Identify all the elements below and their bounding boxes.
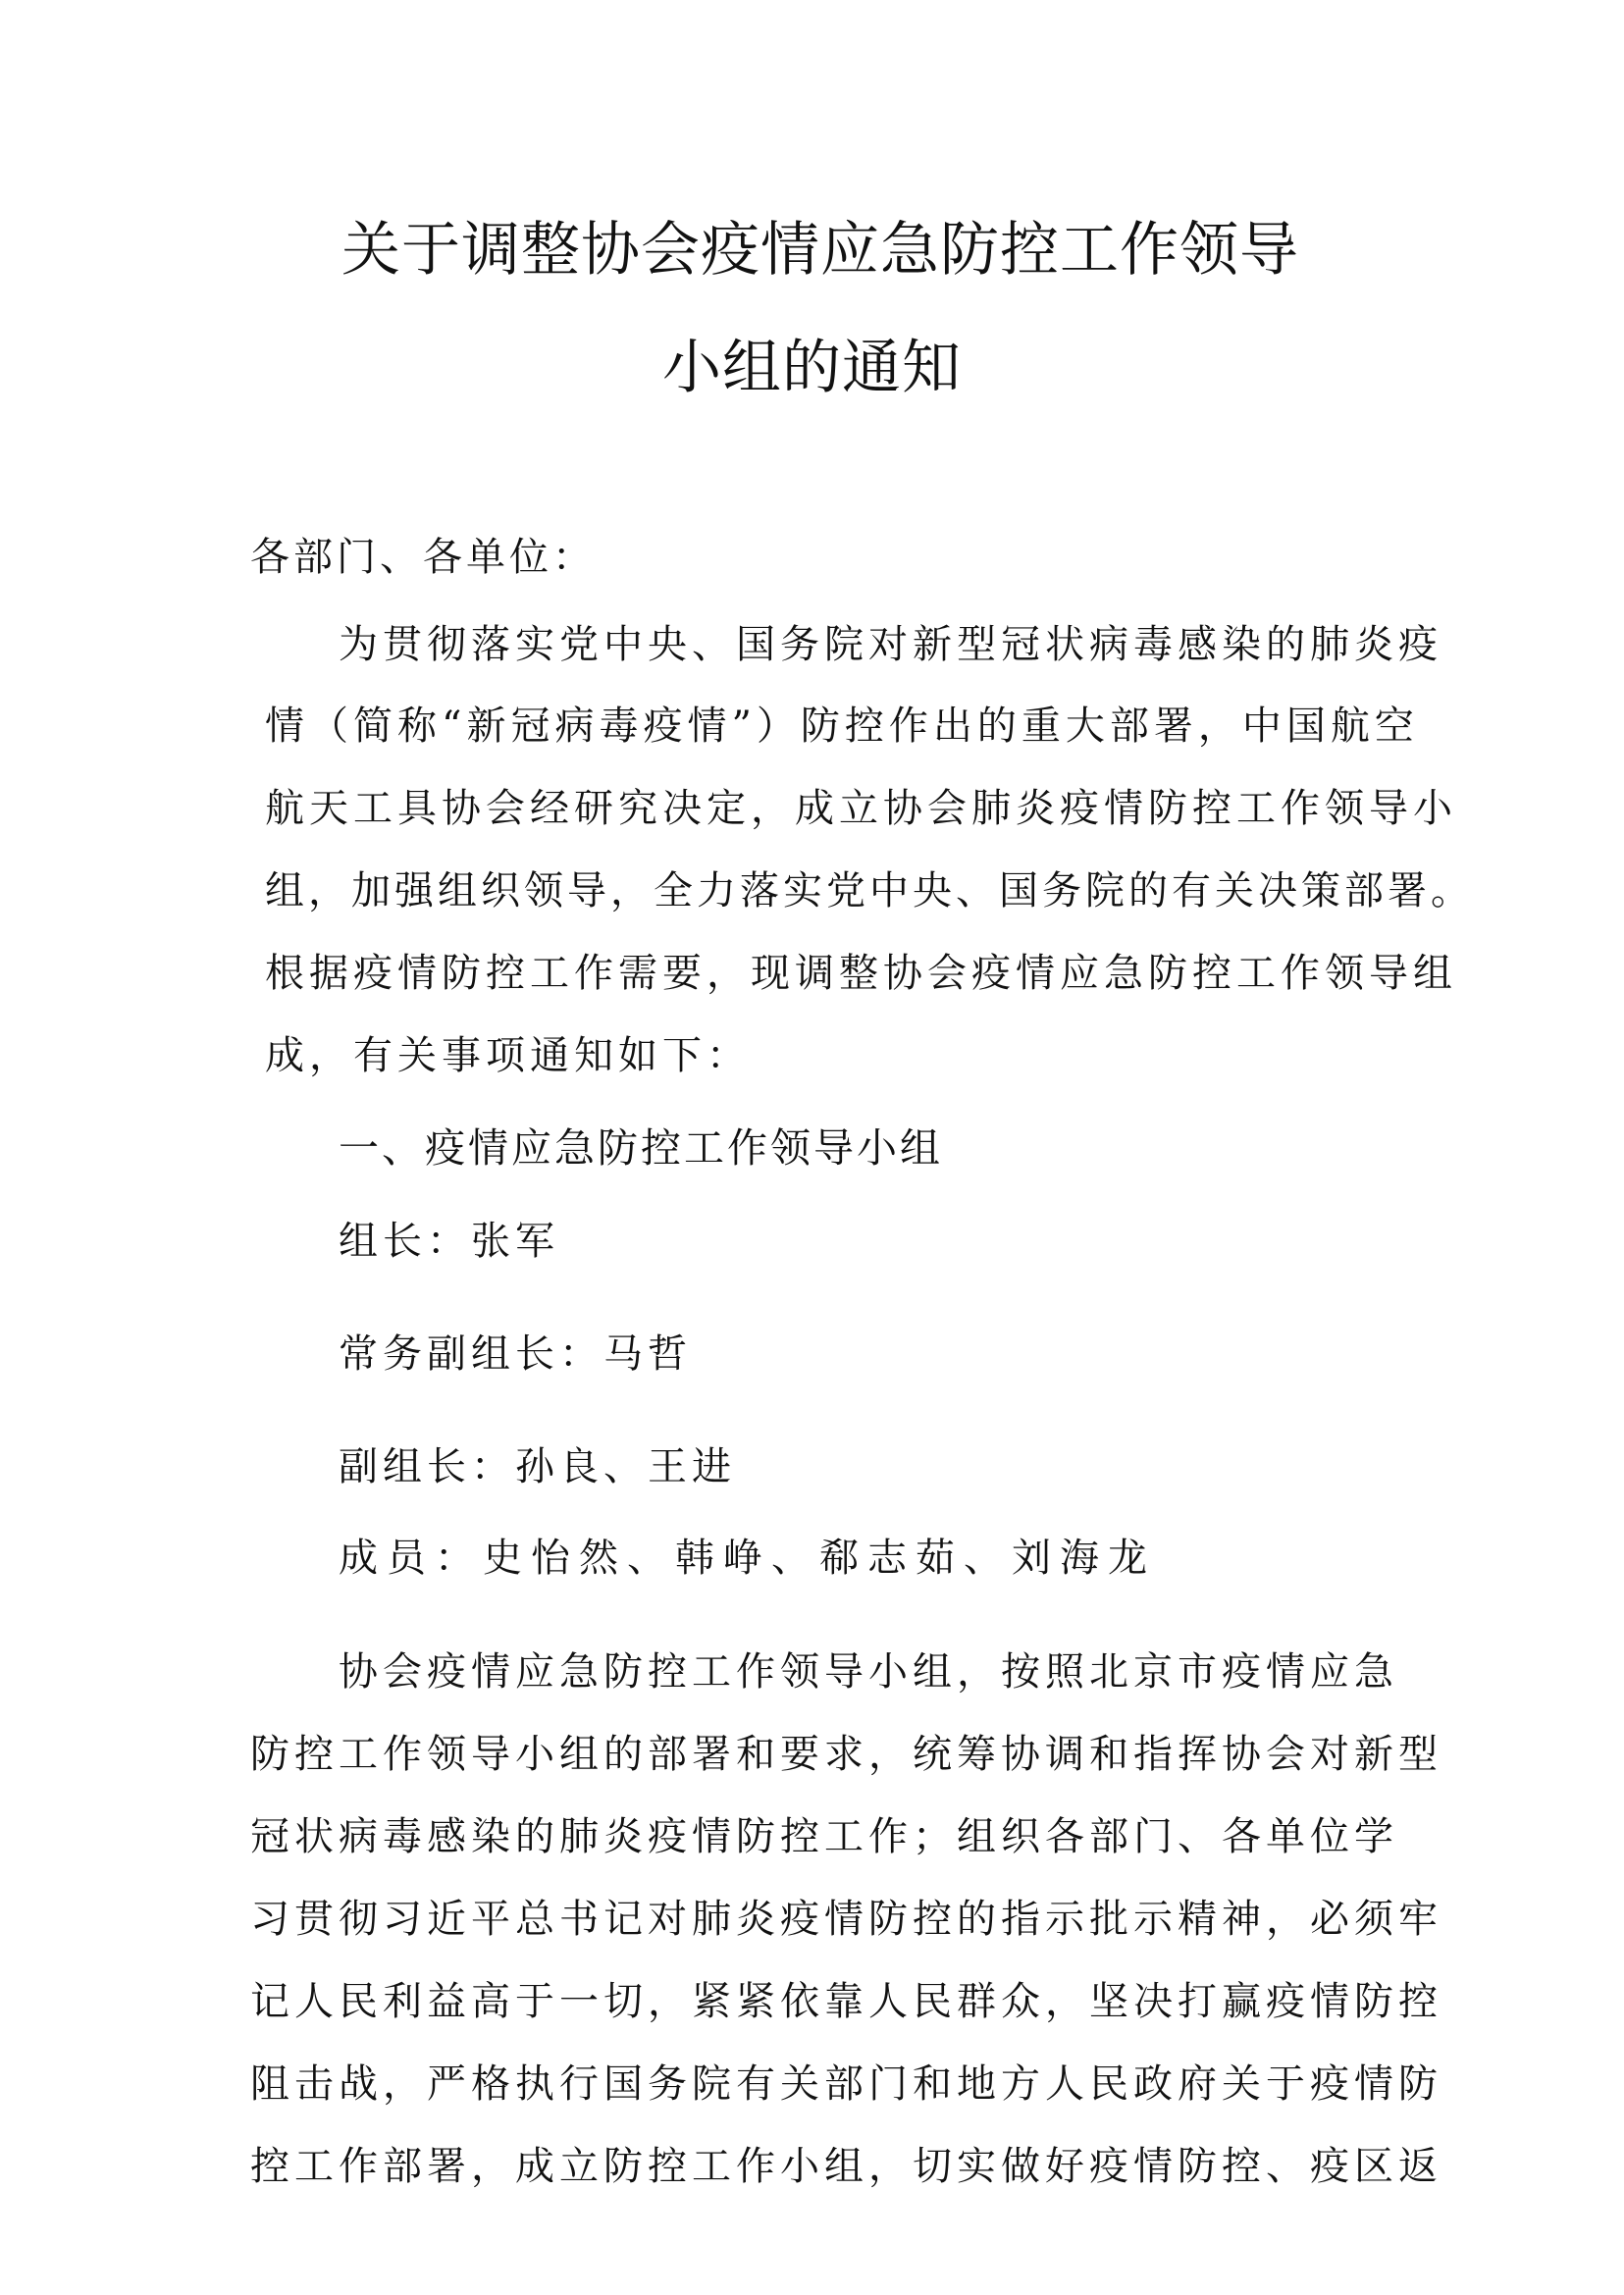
document-title-line-1: 关于调整协会疫情应急防控工作领导 — [341, 216, 1299, 285]
duties-line-6: 阻击战，严格执行国务院有关部门和地方人民政府关于疫情防 — [250, 2061, 1442, 2107]
duties-line-4: 习贯彻习近平总书记对肺炎疫情防控的指示批示精神，必须牢 — [250, 1897, 1442, 1942]
salutation: 各部门、各单位： — [250, 535, 596, 580]
intro-line-4: 组，加强组织领导，全力落实党中央、国务院的有关决策部署。 — [265, 868, 1474, 913]
duties-line-3: 冠状病毒感染的肺炎疫情防控工作；组织各部门、各单位学 — [250, 1814, 1398, 1859]
duties-line-2: 防控工作领导小组的部署和要求，统筹协调和指挥协会对新型 — [250, 1732, 1442, 1777]
duties-line-7: 控工作部署，成立防控工作小组，切实做好疫情防控、疫区返 — [250, 2144, 1442, 2189]
duties-line-5: 记人民利益高于一切，紧紧依靠人民群众，坚决打赢疫情防控 — [250, 1979, 1442, 2024]
intro-line-1: 为贯彻落实党中央、国务院对新型冠状病毒感染的肺炎疫 — [339, 622, 1442, 667]
intro-line-2: 情（简称“新冠病毒疫情”）防控作出的重大部署，中国航空 — [265, 704, 1419, 749]
duties-line-1: 协会疫情应急防控工作领导小组，按照北京市疫情应急 — [339, 1649, 1398, 1695]
deputies-line: 副组长：孙良、王进 — [339, 1444, 736, 1489]
intro-line-3: 航天工具协会经研究决定，成立协会肺炎疫情防控工作领导小 — [265, 786, 1457, 831]
intro-line-5: 根据疫情防控工作需要，现调整协会疫情应急防控工作领导组 — [265, 951, 1457, 996]
executive-deputy-line: 常务副组长：马哲 — [339, 1331, 692, 1377]
members-line: 成员：史怡然、韩峥、郗志茹、刘海龙 — [339, 1536, 1156, 1581]
section-heading-1: 一、疫情应急防控工作领导小组 — [339, 1124, 943, 1172]
leader-line: 组长：张军 — [339, 1219, 559, 1264]
intro-line-6: 成，有关事项通知如下： — [265, 1033, 751, 1078]
document-title-line-2: 小组的通知 — [662, 334, 962, 402]
